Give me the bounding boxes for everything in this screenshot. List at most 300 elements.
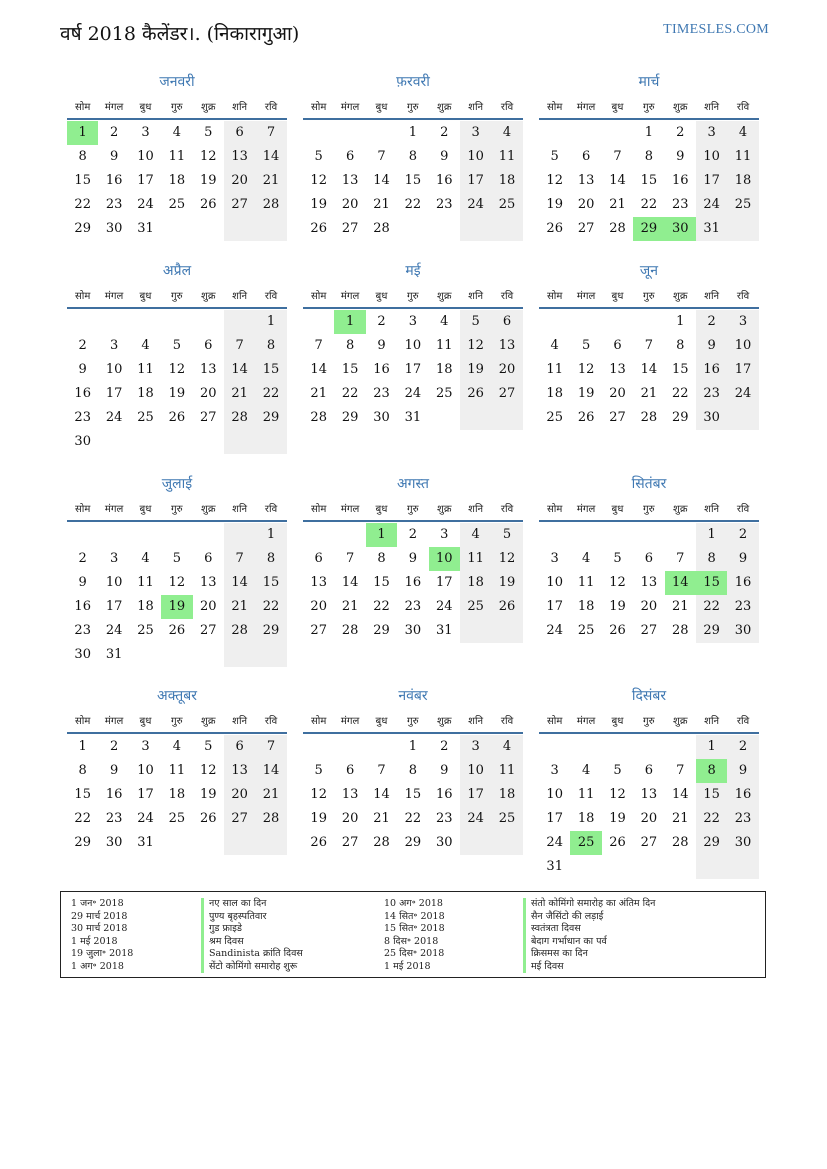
day-cell: 5 [204,125,213,140]
day-cell: 4 [581,551,591,566]
day-cell: 17 [460,783,491,807]
empty-cell [193,217,224,241]
weekday-name: सोम [75,102,91,113]
empty-cell [224,831,255,855]
day-cell: 5 [172,551,181,566]
holiday-date: 1 मई 2018 [384,960,431,972]
day-cell: 13 [640,787,658,802]
day-cell: 5 [491,523,522,547]
day-cell: 27 [577,221,595,236]
day-cell: 1 [408,739,417,754]
day-cell: 17 [105,386,123,401]
holiday-name: सैन जैसिंटो की लड़ाई [531,910,604,922]
day-cell: 31 [546,859,563,874]
day-cell: 27 [199,410,217,425]
weekday-name: शुक्र [437,102,452,113]
day-grid [67,310,287,454]
weekday-name: शुक्र [673,291,688,302]
day-cell: 7 [377,763,386,778]
holiday-name: पुण्य बृहस्पतिवार [209,910,267,922]
month-name: जून [639,263,659,279]
day-cell: 4 [491,121,522,145]
day-cell: 5 [172,338,181,353]
day-cell: 17 [460,169,491,193]
holiday-date: 10 अग॰ 2018 [384,898,443,909]
day-cell: 25 [491,193,522,217]
weekday-name: बुध [375,102,388,113]
day-cell: 6 [345,763,355,778]
weekday-name: बुध [611,716,624,727]
day-cell: 15 [74,173,91,188]
day-cell: 26 [199,811,217,826]
day-cell: 3 [141,739,150,754]
month-block [539,261,759,430]
day-cell: 22 [74,811,91,826]
day-cell: 12 [310,173,327,188]
month-block [67,474,287,667]
weekday-name: रवि [264,291,278,302]
day-cell: 9 [109,763,119,778]
day-cell: 2 [727,735,758,759]
holiday-name: गुड फ्राइडे [209,923,242,934]
day-cell: 28 [373,835,390,850]
day-grid [303,310,523,430]
day-cell: 12 [609,787,626,802]
day-cell: 30 [105,835,123,850]
empty-cell [255,217,286,241]
day-cell: 5 [613,763,622,778]
day-cell: 26 [460,382,491,406]
day-cell: 2 [78,338,87,353]
empty-cell [460,217,491,241]
empty-cell [491,406,522,430]
day-cell: 11 [577,787,595,802]
day-cell: 13 [199,575,217,590]
weekday-name: रवि [264,504,278,515]
day-cell: 13 [199,362,217,377]
empty-cell [727,855,758,879]
day-cell: 6 [581,149,591,164]
day-cell: 27 [609,410,626,425]
day-cell: 11 [435,338,453,353]
day-cell: 17 [435,575,453,590]
weekday-name: बुध [611,102,624,113]
day-cell: 22 [404,811,422,826]
weekday-name: मंगल [340,716,360,727]
day-cell: 13 [640,575,658,590]
day-cell: 26 [577,410,595,425]
weekday-name: मंगल [340,504,360,515]
day-cell: 10 [105,362,123,377]
day-cell: 2 [727,523,758,547]
weekday-name: शुक्र [673,102,688,113]
day-cell: 1 [67,121,98,145]
holiday-name: मई दिवस [531,960,564,972]
empty-cell [570,523,601,547]
day-cell: 31 [404,410,422,425]
day-cell: 6 [644,763,653,778]
day-cell: 5 [204,739,213,754]
day-cell: 18 [491,783,522,807]
day-cell: 1 [78,739,87,754]
empty-cell [98,430,129,454]
holiday-date: 1 मई 2018 [71,935,118,947]
day-cell: 18 [577,811,595,826]
weekday-name: शनि [468,102,484,113]
empty-cell [193,310,224,334]
day-cell: 19 [310,811,327,826]
day-cell: 4 [172,739,181,754]
day-cell: 7 [255,121,286,145]
month-block [67,261,287,454]
day-cell: 23 [105,197,123,212]
day-cell: 30 [74,647,91,662]
weekday-name: मंगल [104,291,124,302]
day-cell: 27 [341,221,359,236]
day-cell: 1 [696,735,727,759]
empty-cell [602,735,633,759]
day-cell: 1 [255,523,286,547]
day-cell: 10 [546,575,563,590]
day-cell: 6 [613,338,622,353]
day-cell: 31 [105,647,123,662]
day-cell: 2 [78,551,87,566]
day-cell: 26 [609,623,626,638]
weekday-name: शनि [232,291,248,302]
day-cell: 18 [546,386,563,401]
day-cell: 26 [168,410,186,425]
empty-cell [130,430,161,454]
day-grid [303,121,523,241]
day-cell: 12 [199,149,217,164]
day-cell: 6 [224,735,255,759]
day-cell: 23 [105,811,123,826]
day-cell: 12 [609,575,626,590]
weekday-name: शुक्र [201,716,216,727]
empty-cell [161,217,192,241]
day-cell: 8 [255,334,286,358]
empty-cell [633,735,664,759]
weekday-name: गुरु [407,716,419,727]
day-cell: 20 [577,197,595,212]
empty-cell [130,643,161,667]
day-cell: 31 [137,835,154,850]
weekday-name: गुरु [643,716,655,727]
empty-cell [460,406,491,430]
empty-cell [161,310,192,334]
day-grid [539,523,759,643]
weekday-header [539,500,759,522]
weekday-header [67,98,287,120]
holiday-names-col-1 [201,898,303,973]
day-cell: 22 [255,595,286,619]
day-cell: 1 [696,523,727,547]
day-cell: 12 [310,787,327,802]
day-cell: 17 [105,599,123,614]
weekday-name: गुरु [643,504,655,515]
empty-cell [334,523,365,547]
day-cell: 7 [613,149,622,164]
day-cell: 15 [404,787,422,802]
day-cell: 25 [491,807,522,831]
weekday-header [303,712,523,734]
empty-cell [539,735,570,759]
weekday-name: शनि [468,504,484,515]
day-cell: 1 [334,310,365,334]
weekday-name: बुध [139,716,152,727]
day-cell: 3 [440,527,449,542]
day-cell: 20 [640,811,658,826]
weekday-name: सोम [75,716,91,727]
day-cell: 14 [640,362,658,377]
holiday-names-col-2 [523,898,655,973]
day-cell: 29 [404,835,422,850]
day-cell: 6 [204,551,213,566]
weekday-name: गुरु [407,102,419,113]
day-cell: 12 [577,362,595,377]
day-cell: 21 [341,599,359,614]
day-cell: 20 [640,599,658,614]
empty-cell [602,121,633,145]
weekday-name: रवि [500,102,514,113]
weekday-header [539,98,759,120]
empty-cell [303,523,334,547]
weekday-name: सोम [547,102,563,113]
day-cell: 12 [546,173,563,188]
day-cell: 10 [546,787,563,802]
day-cell: 15 [640,173,658,188]
weekday-header [67,287,287,309]
day-cell: 24 [696,193,727,217]
day-cell: 25 [435,386,453,401]
weekday-name: बुध [375,716,388,727]
day-cell: 8 [255,547,286,571]
holiday-date: 29 मार्च 2018 [71,910,128,922]
day-cell: 9 [727,759,758,783]
weekday-name: शुक्र [201,102,216,113]
day-cell: 22 [696,595,727,619]
day-cell: 22 [640,197,658,212]
day-cell: 10 [727,334,758,358]
day-cell: 3 [408,314,417,329]
day-cell: 22 [255,382,286,406]
month-name: सितंबर [631,476,667,492]
day-cell: 30 [727,831,758,855]
empty-cell [429,406,460,430]
day-cell: 18 [727,169,758,193]
weekday-name: मंगल [576,504,596,515]
empty-cell [67,310,98,334]
day-cell: 23 [74,623,91,638]
day-cell: 6 [224,121,255,145]
month-name: मार्च [638,74,660,90]
empty-cell [224,217,255,241]
weekday-name: सोम [311,102,327,113]
weekday-header [303,287,523,309]
day-cell: 12 [199,763,217,778]
day-cell: 30 [373,410,390,425]
empty-cell [67,523,98,547]
day-cell: 27 [310,623,327,638]
day-cell: 28 [310,410,327,425]
empty-cell [633,855,664,879]
day-cell: 23 [373,386,390,401]
day-cell: 23 [727,595,758,619]
day-cell: 12 [460,334,491,358]
holiday-date: 19 जुला॰ 2018 [71,948,134,959]
day-cell: 22 [404,197,422,212]
holiday-dates-col-1 [71,898,191,973]
holiday-date: 8 दिस॰ 2018 [384,935,439,947]
day-cell: 20 [341,811,359,826]
day-cell: 30 [696,406,727,430]
day-cell: 8 [408,763,417,778]
weekday-name: सोम [311,291,327,302]
day-grid [303,735,523,855]
weekday-name: सोम [75,291,91,302]
weekday-name: मंगल [340,102,360,113]
day-cell: 14 [255,145,286,169]
day-cell: 20 [199,386,217,401]
empty-cell [696,855,727,879]
day-cell: 30 [435,835,453,850]
weekday-name: मंगल [104,504,124,515]
day-cell: 19 [199,787,217,802]
day-cell: 10 [105,575,123,590]
holiday-name: नए साल का दिन [209,898,267,909]
weekday-name: गुरु [643,102,655,113]
empty-cell [570,310,601,334]
day-cell: 9 [78,575,87,590]
day-cell: 9 [676,149,685,164]
weekday-name: मंगल [340,291,360,302]
weekday-name: सोम [547,291,563,302]
weekday-name: रवि [736,504,750,515]
holiday-name: श्रम दिवस [209,935,244,947]
empty-cell [633,523,664,547]
day-cell: 27 [491,382,522,406]
day-cell: 11 [546,362,563,377]
day-cell: 10 [404,338,422,353]
empty-cell [161,430,192,454]
day-cell: 27 [199,623,217,638]
day-cell: 8 [377,551,386,566]
day-cell: 2 [109,125,119,140]
weekday-name: रवि [736,716,750,727]
day-cell: 26 [609,835,626,850]
month-block [303,72,523,241]
day-cell: 2 [109,739,119,754]
empty-cell [98,523,129,547]
day-cell: 28 [640,410,658,425]
day-cell: 29 [341,410,359,425]
holiday-date: 30 मार्च 2018 [71,923,128,934]
day-grid [539,735,759,879]
day-cell: 25 [137,623,154,638]
day-cell: 13 [491,334,522,358]
day-cell: 11 [168,763,186,778]
day-cell: 8 [345,338,355,353]
day-cell: 1 [408,125,417,140]
day-cell: 26 [310,835,327,850]
day-cell: 19 [577,386,595,401]
empty-cell [570,121,601,145]
empty-cell [303,121,334,145]
day-grid [303,523,523,643]
weekday-name: शनि [704,504,720,515]
day-cell: 23 [74,410,91,425]
empty-cell [491,619,522,643]
empty-cell [665,735,696,759]
day-cell: 14 [373,787,390,802]
day-cell: 11 [460,547,491,571]
day-cell: 9 [696,334,727,358]
day-cell: 2 [408,527,417,542]
day-cell: 11 [491,145,522,169]
day-cell: 3 [109,551,119,566]
day-cell: 6 [644,551,653,566]
day-cell: 3 [460,121,491,145]
site-link[interactable]: TIMESLES.COM [663,22,769,37]
day-cell: 22 [696,807,727,831]
weekday-name: शुक्र [673,716,688,727]
month-block [539,72,759,241]
day-cell: 18 [435,362,453,377]
day-cell: 29 [696,831,727,855]
day-grid [67,121,287,241]
day-cell: 20 [609,386,626,401]
day-cell: 7 [224,334,255,358]
day-cell: 7 [345,551,355,566]
day-cell: 9 [440,763,449,778]
day-cell: 27 [224,193,255,217]
day-cell: 3 [727,310,758,334]
day-cell: 14 [665,571,696,595]
day-cell: 10 [460,145,491,169]
day-cell: 29 [74,221,91,236]
day-cell: 4 [491,735,522,759]
day-cell: 18 [137,386,154,401]
empty-cell [161,831,192,855]
holiday-name: क्रिसमस का दिन [531,948,588,959]
day-cell: 2 [377,314,386,329]
empty-cell [366,735,397,759]
month-block [67,72,287,241]
day-cell: 29 [671,410,689,425]
day-cell: 30 [404,623,422,638]
day-cell: 27 [640,835,658,850]
day-cell: 3 [141,125,150,140]
day-cell: 6 [204,338,213,353]
day-cell: 16 [105,787,123,802]
day-cell: 17 [696,169,727,193]
day-cell: 27 [224,807,255,831]
weekday-header [539,287,759,309]
day-cell: 19 [161,595,192,619]
empty-cell [727,217,758,241]
day-cell: 21 [609,197,626,212]
day-cell: 4 [141,551,150,566]
day-cell: 1 [644,125,653,140]
weekday-header [303,500,523,522]
day-cell: 31 [435,623,453,638]
day-cell: 29 [373,623,390,638]
empty-cell [429,217,460,241]
day-cell: 24 [727,382,758,406]
day-cell: 27 [640,623,658,638]
day-cell: 1 [255,310,286,334]
day-cell: 5 [581,338,591,353]
